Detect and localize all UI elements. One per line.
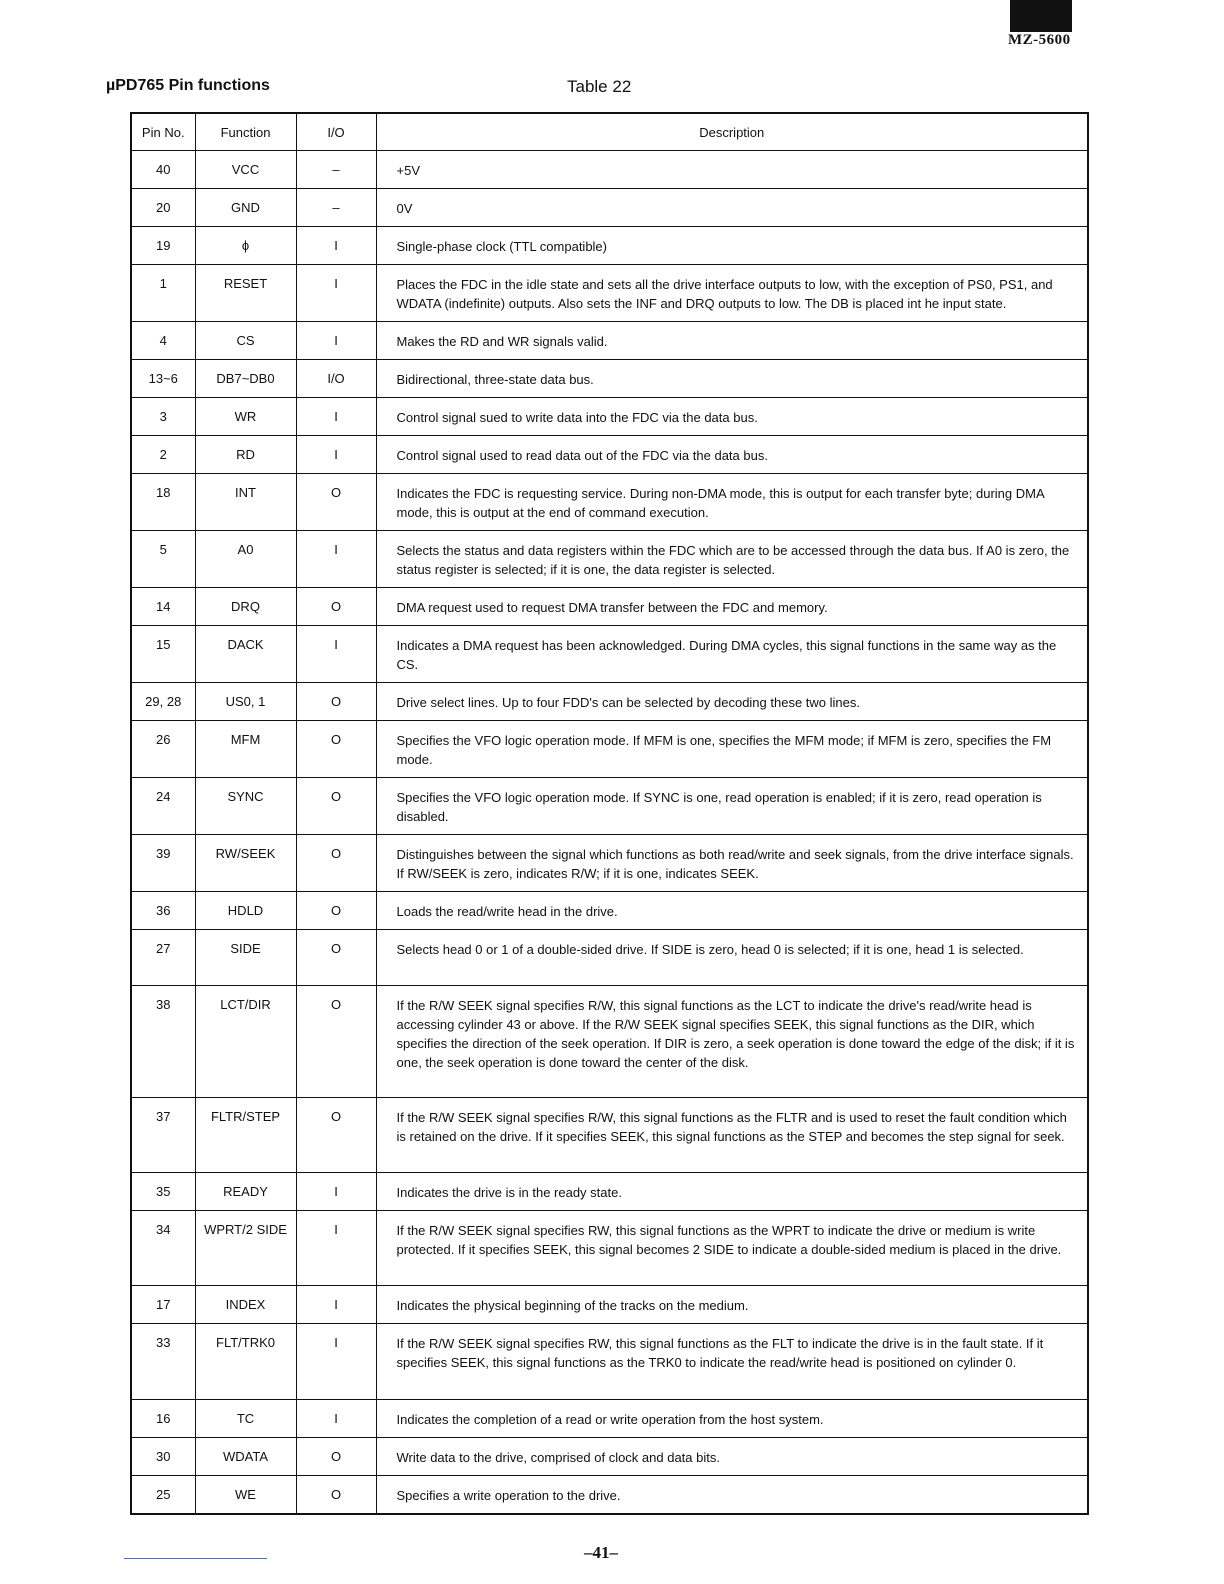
io-cell: I (296, 626, 376, 683)
header-function: Function (195, 113, 296, 151)
io-cell: I (296, 227, 376, 265)
function-cell: READY (195, 1173, 296, 1211)
table-row (131, 1438, 1088, 1476)
table-row (131, 683, 1088, 721)
function-cell: FLTR/STEP (195, 1098, 296, 1173)
pin-number-cell: 30 (131, 1438, 195, 1476)
description-cell: Drive select lines. Up to four FDD's can be selected by decoding these two lines. (376, 683, 1088, 721)
table-row (131, 227, 1088, 265)
pin-number-cell: 34 (131, 1211, 195, 1286)
description-cell: Specifies the VFO logic operation mode. If MFM is one, specifies the MFM mode; if MFM is zero, specifies the FM mode. (376, 721, 1088, 778)
table-row (131, 360, 1088, 398)
description-cell: Makes the RD and WR signals valid. (376, 322, 1088, 360)
description-cell: Loads the read/write head in the drive. (376, 892, 1088, 930)
description-cell: Selects head 0 or 1 of a double-sided drive. If SIDE is zero, head 0 is selected; if it is one, head 1 is selected. (376, 930, 1088, 986)
description-cell: Indicates a DMA request has been acknowledged. During DMA cycles, this signal functions in the same way as the CS. (376, 626, 1088, 683)
table-row (131, 474, 1088, 531)
description-cell: If the R/W SEEK signal specifies RW, this signal functions as the FLT to indicate the drive is in the fault state. If it specifies SEEK, this signal functions as the TRK0 to indicate the read/write head is positioned on cylinder 0. (376, 1324, 1088, 1400)
header-description: Description (376, 113, 1088, 151)
pin-number-cell: 36 (131, 892, 195, 930)
table-row (131, 189, 1088, 227)
pin-number-cell: 3 (131, 398, 195, 436)
description-cell: Control signal used to read data out of the FDC via the data bus. (376, 436, 1088, 474)
pin-number-cell: 38 (131, 986, 195, 1098)
table-row (131, 1173, 1088, 1211)
io-cell: I (296, 531, 376, 588)
description-cell: Write data to the drive, comprised of clock and data bits. (376, 1438, 1088, 1476)
io-cell: O (296, 1098, 376, 1173)
pin-number-cell: 29, 28 (131, 683, 195, 721)
pin-number-cell: 17 (131, 1286, 195, 1324)
description-cell: Indicates the FDC is requesting service. During non-DMA mode, this is output for each transfer byte; during DMA mode, this is output at the end of command execution. (376, 474, 1088, 531)
function-cell: A0 (195, 531, 296, 588)
io-cell: I (296, 1286, 376, 1324)
io-cell: I (296, 1173, 376, 1211)
function-cell: DB7~DB0 (195, 360, 296, 398)
function-cell: HDLD (195, 892, 296, 930)
table-row (131, 1211, 1088, 1286)
description-cell: If the R/W SEEK signal specifies RW, this signal functions as the WPRT to indicate the drive or medium is write protected. If it specifies SEEK, this signal becomes 2 SIDE to indicate a double-sided medium is placed in the drive. (376, 1211, 1088, 1286)
pin-number-cell: 16 (131, 1400, 195, 1438)
function-cell: TC (195, 1400, 296, 1438)
description-cell: Indicates the physical beginning of the tracks on the medium. (376, 1286, 1088, 1324)
table-row (131, 930, 1088, 986)
description-cell: Specifies a write operation to the drive. (376, 1476, 1088, 1515)
function-cell: ϕ (195, 227, 296, 265)
io-cell: – (296, 189, 376, 227)
description-cell: Distinguishes between the signal which functions as both read/write and seek signals, from the drive interface signals. If RW/SEEK is zero, indicates R/W; if it is one, indicates SEEK. (376, 835, 1088, 892)
io-cell: I (296, 1211, 376, 1286)
description-cell: Bidirectional, three-state data bus. (376, 360, 1088, 398)
function-cell: VCC (195, 151, 296, 189)
table-row (131, 892, 1088, 930)
io-cell: I (296, 1400, 376, 1438)
footer-rule (124, 1558, 267, 1559)
model-number: MZ-5600 (1008, 32, 1071, 48)
pin-number-cell: 18 (131, 474, 195, 531)
io-cell: I (296, 265, 376, 322)
function-cell: FLT/TRK0 (195, 1324, 296, 1400)
table-row (131, 588, 1088, 626)
table-row (131, 398, 1088, 436)
io-cell: O (296, 892, 376, 930)
io-cell: – (296, 151, 376, 189)
function-cell: LCT/DIR (195, 986, 296, 1098)
page-number: –41– (584, 1543, 618, 1562)
table-row (131, 1324, 1088, 1400)
function-cell: SIDE (195, 930, 296, 986)
corner-black-tab (1010, 0, 1072, 32)
io-cell: O (296, 930, 376, 986)
function-cell: RESET (195, 265, 296, 322)
description-cell: Selects the status and data registers within the FDC which are to be accessed through the data bus. If A0 is zero, the status register is selected; if it is one, the data register is selected. (376, 531, 1088, 588)
io-cell: O (296, 986, 376, 1098)
table-row (131, 436, 1088, 474)
pin-number-cell: 39 (131, 835, 195, 892)
table-label: Table 22 (567, 77, 632, 96)
io-cell: O (296, 1476, 376, 1515)
function-cell: WE (195, 1476, 296, 1515)
function-cell: SYNC (195, 778, 296, 835)
table-row (131, 778, 1088, 835)
pin-number-cell: 27 (131, 930, 195, 986)
pin-number-cell: 5 (131, 531, 195, 588)
pin-number-cell: 13~6 (131, 360, 195, 398)
table-body (131, 151, 1088, 1515)
io-cell: I (296, 1324, 376, 1400)
function-cell: US0, 1 (195, 683, 296, 721)
function-cell: MFM (195, 721, 296, 778)
pin-number-cell: 14 (131, 588, 195, 626)
pin-number-cell: 2 (131, 436, 195, 474)
io-cell: O (296, 721, 376, 778)
description-cell: DMA request used to request DMA transfer between the FDC and memory. (376, 588, 1088, 626)
function-cell: GND (195, 189, 296, 227)
io-cell: I (296, 398, 376, 436)
io-cell: O (296, 1438, 376, 1476)
page-title: µPD765 Pin functions (106, 77, 270, 94)
table-row (131, 1098, 1088, 1173)
function-cell: WR (195, 398, 296, 436)
pin-number-cell: 25 (131, 1476, 195, 1515)
function-cell: DACK (195, 626, 296, 683)
description-cell: Specifies the VFO logic operation mode. If SYNC is one, read operation is enabled; if it is zero, read operation is disabled. (376, 778, 1088, 835)
table-row (131, 1476, 1088, 1515)
header-io: I/O (296, 113, 376, 151)
pin-number-cell: 40 (131, 151, 195, 189)
table-row (131, 265, 1088, 322)
table-row (131, 531, 1088, 588)
description-cell: If the R/W SEEK signal specifies R/W, this signal functions as the LCT to indicate the drive's read/write head is accessing cylinder 43 or above. If the R/W SEEK signal specifies SEEK, this signal functions as the DIR, which specifies the direction of the seek operation. If DIR is zero, a seek operation is done toward the edge of the disk; if it is one, the seek operation is done toward the center of the disk. (376, 986, 1088, 1098)
table-row (131, 835, 1088, 892)
description-cell: Control signal sued to write data into the FDC via the data bus. (376, 398, 1088, 436)
description-cell: +5V (376, 151, 1088, 189)
description-cell: Places the FDC in the idle state and sets all the drive interface outputs to low, with the exception of PS0, PS1, and WDATA (indefinite) outputs. Also sets the INF and DRQ outputs to low. The DB is placed int he input state. (376, 265, 1088, 322)
table-row (131, 1286, 1088, 1324)
pin-number-cell: 20 (131, 189, 195, 227)
io-cell: I/O (296, 360, 376, 398)
table-row (131, 322, 1088, 360)
function-cell: WPRT/2 SIDE (195, 1211, 296, 1286)
pin-number-cell: 37 (131, 1098, 195, 1173)
table-row (131, 626, 1088, 683)
function-cell: INT (195, 474, 296, 531)
function-cell: RD (195, 436, 296, 474)
io-cell: O (296, 778, 376, 835)
description-cell: Indicates the completion of a read or write operation from the host system. (376, 1400, 1088, 1438)
header-pin-no: Pin No. (131, 113, 195, 151)
pin-number-cell: 24 (131, 778, 195, 835)
pin-number-cell: 1 (131, 265, 195, 322)
pin-functions-table (130, 112, 1089, 1515)
function-cell: INDEX (195, 1286, 296, 1324)
io-cell: O (296, 474, 376, 531)
function-cell: DRQ (195, 588, 296, 626)
io-cell: O (296, 683, 376, 721)
pin-number-cell: 26 (131, 721, 195, 778)
description-cell: 0V (376, 189, 1088, 227)
io-cell: I (296, 436, 376, 474)
pin-number-cell: 15 (131, 626, 195, 683)
description-cell: Single-phase clock (TTL compatible) (376, 227, 1088, 265)
pin-number-cell: 4 (131, 322, 195, 360)
table-header-row (131, 113, 1088, 151)
io-cell: I (296, 322, 376, 360)
function-cell: CS (195, 322, 296, 360)
pin-number-cell: 35 (131, 1173, 195, 1211)
pin-number-cell: 33 (131, 1324, 195, 1400)
function-cell: RW/SEEK (195, 835, 296, 892)
table-row (131, 1400, 1088, 1438)
description-cell: Indicates the drive is in the ready state. (376, 1173, 1088, 1211)
function-cell: WDATA (195, 1438, 296, 1476)
description-cell: If the R/W SEEK signal specifies R/W, this signal functions as the FLTR and is used to reset the fault condition which is retained on the drive. If it specifies SEEK, this signal functions as the STEP and becomes the step signal for seek. (376, 1098, 1088, 1173)
io-cell: O (296, 835, 376, 892)
table-row (131, 721, 1088, 778)
pin-number-cell: 19 (131, 227, 195, 265)
table-row (131, 151, 1088, 189)
table-row (131, 986, 1088, 1098)
io-cell: O (296, 588, 376, 626)
